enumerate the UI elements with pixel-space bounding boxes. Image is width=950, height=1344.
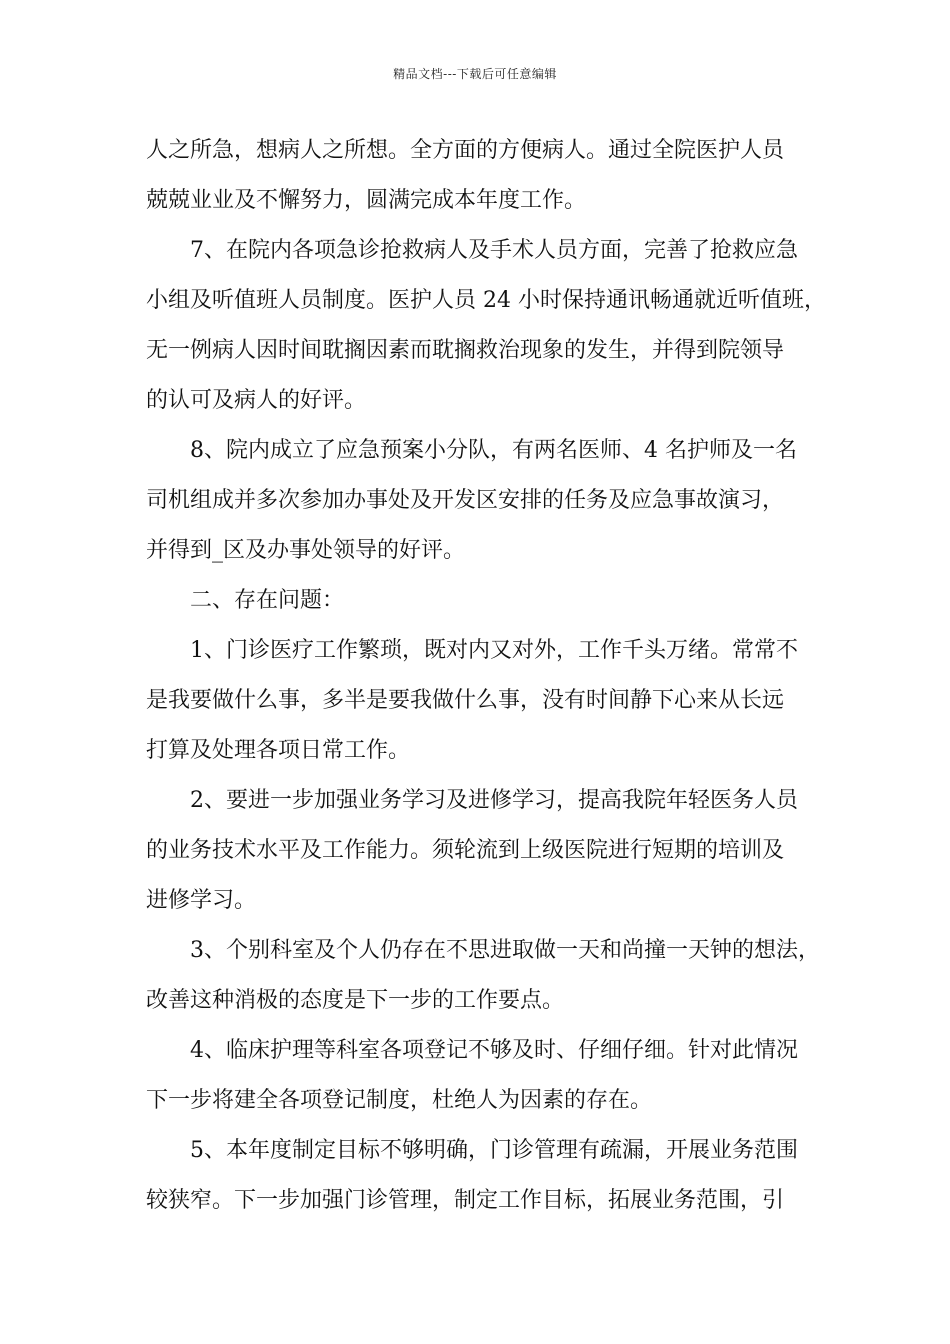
text-line: 进修学习。 <box>146 888 257 913</box>
paragraph-item-5: 5、本年度制定目标不够明确，门诊管理有疏漏，开展业务范围 <box>190 1138 798 1163</box>
text-line: 人之所急，想病人之所想。全方面的方便病人。通过全院医护人员 <box>146 138 785 163</box>
paragraph-item-1: 1、门诊医疗工作繁琐，既对内又对外，工作千头万绪。常常不 <box>190 638 798 663</box>
text-line: 兢兢业业及不懈努力，圆满完成本年度工作。 <box>146 188 587 213</box>
text-line: 并得到_区及办事处领导的好评。 <box>146 538 466 563</box>
paragraph-item-7: 7、在院内各项急诊抢救病人及手术人员方面，完善了抢救应急 <box>190 238 798 263</box>
paragraph-item-4: 4、临床护理等科室各项登记不够及时、仔细仔细。针对此情况 <box>190 1038 798 1063</box>
text-line: 下一步将建全各项登记制度，杜绝人为因素的存在。 <box>146 1088 653 1113</box>
text-line: 改善这种消极的态度是下一步的工作要点。 <box>146 988 565 1013</box>
page-header: 精品文档---下载后可任意编辑 <box>393 67 557 81</box>
text-line: 的认可及病人的好评。 <box>146 388 367 413</box>
text-line: 打算及处理各项日常工作。 <box>146 738 411 763</box>
text-line: 较狭窄。下一步加强门诊管理，制定工作目标，拓展业务范围，引 <box>146 1188 785 1213</box>
text-line: 的业务技术水平及工作能力。须轮流到上级医院进行短期的培训及 <box>146 838 785 863</box>
paragraph-item-2: 2、要进一步加强业务学习及进修学习，提高我院年轻医务人员 <box>190 788 798 813</box>
text-line: 小组及听值班人员制度。医护人员 24 小时保持通讯畅通就近听值班， <box>146 288 826 313</box>
paragraph-item-8: 8、院内成立了应急预案小分队，有两名医师、4 名护师及一名 <box>190 438 797 463</box>
paragraph-item-3: 3、个别科室及个人仍存在不思进取做一天和尚撞一天钟的想法， <box>190 938 820 963</box>
text-line: 无一例病人因时间耽搁因素而耽搁救治现象的发生，并得到院领导 <box>146 338 785 363</box>
text-line: 司机组成并多次参加办事处及开发区安排的任务及应急事故演习， <box>146 488 785 513</box>
section-heading: 二、存在问题： <box>190 588 345 613</box>
text-line: 是我要做什么事，多半是要我做什么事，没有时间静下心来从长远 <box>146 688 785 713</box>
